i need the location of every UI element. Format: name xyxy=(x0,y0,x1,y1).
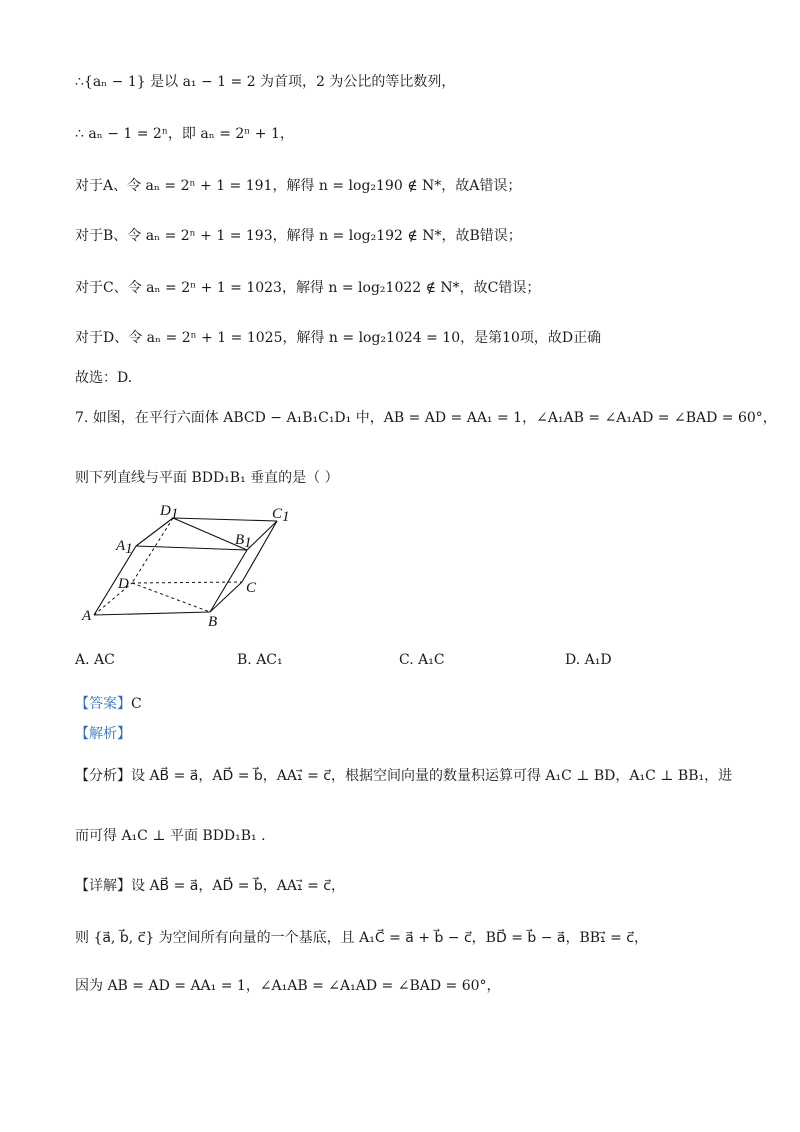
label-b1: B1 xyxy=(235,532,252,551)
xiangjie-line-3: 因为 AB = AD = AA₁ = 1，∠A₁AB = ∠A₁AD = ∠BAD = 60°， xyxy=(75,978,501,994)
label-d: D xyxy=(118,576,129,592)
fenxi-line xyxy=(75,766,732,786)
xiangjie-tag: 【详解】 xyxy=(75,878,131,894)
line-2: ∴ aₙ − 1 = 2ⁿ，即 aₙ = 2ⁿ + 1， xyxy=(75,126,294,142)
fenxi-line-2: 而可得 A₁C ⊥ 平面 BDD₁B₁ . xyxy=(75,828,266,844)
label-a1: A1 xyxy=(116,538,133,557)
edge-c1-c xyxy=(242,521,277,582)
option-b: B. AC₁ xyxy=(237,652,283,668)
answer-value: C xyxy=(131,696,142,712)
xiangjie-line-2: 则 {a⃗, b⃗, c⃗} 为空间所有向量的一个基底，且 A₁C⃗ = a⃗ + b⃗ − c⃗，BD⃗ = b⃗ − a⃗，BB₁⃗ = c⃗， xyxy=(75,930,648,946)
question-7-b: 则下列直线与平面 BDD₁B₁ 垂直的是（ ） xyxy=(75,470,339,486)
option-d: D. A₁D xyxy=(565,652,612,668)
label-c1: C1 xyxy=(272,506,290,525)
analysis-tag: 【解析】 xyxy=(75,726,131,742)
line-6: 对于D、令 aₙ = 2ⁿ + 1 = 1025，解得 n = log₂1024 = 10，是第10项，故D正确 xyxy=(75,330,602,346)
edge-d-c-hidden xyxy=(132,582,242,583)
edge-b1-b xyxy=(210,550,247,612)
parallelepiped-figure xyxy=(80,500,300,635)
question-7: 7. 如图，在平行六面体 ABCD − A₁B₁C₁D₁ 中，AB = AD = AA₁ = 1，∠A₁AB = ∠A₁AD = ∠BAD = 60°， xyxy=(75,410,777,426)
edge-d1-d-hidden xyxy=(132,518,173,583)
label-a: A xyxy=(82,608,92,624)
line-1: ∴{aₙ − 1} 是以 a₁ − 1 = 2 为首项，2 为公比的等比数列， xyxy=(75,74,456,90)
option-c: C. A₁C xyxy=(399,652,445,668)
edge-a1-d1 xyxy=(136,518,173,546)
line-4: 对于B、令 aₙ = 2ⁿ + 1 = 193，解得 n = log₂192 ∉ N*，故B错误； xyxy=(75,228,522,244)
answer-line xyxy=(75,694,142,714)
label-b: B xyxy=(208,614,218,630)
xiangjie-text: 设 AB⃗ = a⃗，AD⃗ = b⃗，AA₁⃗ = c⃗， xyxy=(131,878,345,894)
edge-a-b xyxy=(94,612,210,615)
diag-d-b-hidden xyxy=(132,583,210,612)
answer-tag: 【答案】 xyxy=(75,696,131,712)
line-3: 对于A、令 aₙ = 2ⁿ + 1 = 191，解得 n = log₂190 ∉ N*，故A错误； xyxy=(75,178,522,194)
fenxi-text: 设 AB⃗ = a⃗，AD⃗ = b⃗，AA₁⃗ = c⃗，根据空间向量的数量积运算可得 A₁C ⊥ BD，A₁C ⊥ BB₁，进 xyxy=(131,768,733,784)
edge-b-c xyxy=(210,582,242,612)
fenxi-tag: 【分析】 xyxy=(75,768,131,784)
edge-d1-c1 xyxy=(173,518,277,521)
line-5: 对于C、令 aₙ = 2ⁿ + 1 = 1023，解得 n = log₂1022 ∉ N*，故C错误； xyxy=(75,280,541,296)
option-a: A. AC xyxy=(75,652,115,668)
label-d1: D1 xyxy=(160,503,179,522)
label-c: C xyxy=(246,580,257,596)
xiangjie-line xyxy=(75,876,345,896)
line-7: 故选：D. xyxy=(75,370,133,386)
